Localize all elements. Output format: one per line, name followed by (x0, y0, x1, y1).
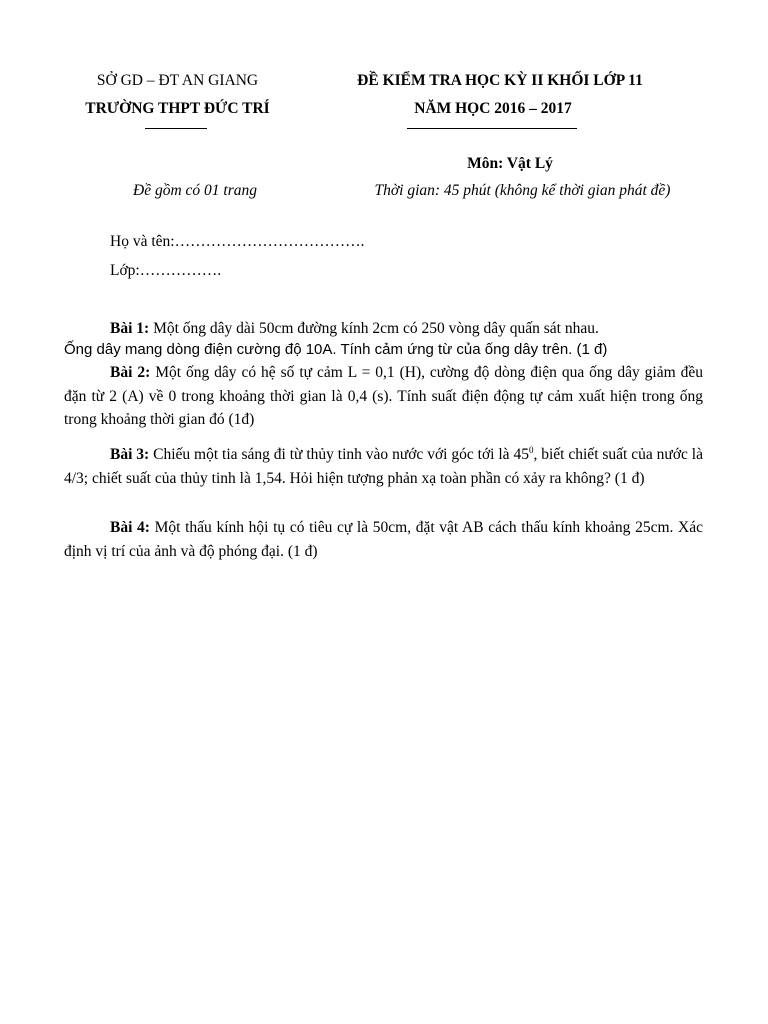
student-class-line: Lớp:……………. (110, 262, 222, 279)
question-1 (64, 318, 703, 360)
time-note: Thời gian: 45 phút (không kể thời gian phát đề) (374, 182, 671, 199)
question-4 (64, 516, 703, 563)
question-3-text-a: Chiếu một tia sáng đi từ thủy tinh vào nước với góc tới là 45 (149, 446, 529, 464)
question-1-text-a: Một ống dây dài 50cm đường kính 2cm có 250 vòng dây quấn sát nhau. (149, 320, 599, 337)
school-underline (145, 128, 207, 129)
question-4-label: Bài 4: (110, 519, 150, 536)
question-2-label: Bài 2: (110, 364, 151, 381)
question-1-label: Bài 1: (110, 320, 150, 337)
year-underline (407, 128, 577, 129)
degree-superscript: 0 (528, 445, 534, 455)
question-2-text: Một ống dây có hệ số tự cảm L = 0,1 (H), cường độ dòng điện qua ống dây giảm đều đặn từ 2 (A) về 0 trong khoảng thời gian là 0,4 (s). Tính suất điện động tự cảm xuất hiện trong ống trong khoảng thời gian đó (1đ) (64, 364, 703, 428)
question-1-text-b: Ống dây mang dòng điện cường độ 10A. Tính cảm ứng từ của ống dây trên. (1 đ) (64, 341, 608, 358)
student-name-line: Họ và tên:………………………………. (110, 233, 365, 250)
exam-title: ĐỀ KIỂM TRA HỌC KỲ II KHỐI LỚP 11 (357, 72, 643, 89)
subject: Môn: Vật Lý (467, 155, 553, 172)
question-4-text: Một thấu kính hội tụ có tiêu cự là 50cm, đặt vật AB cách thấu kính khoảng 25cm. Xác định vị trí của ảnh và độ phóng đại. (1 đ) (64, 519, 704, 560)
question-2 (64, 361, 703, 432)
question-3-text-b: , biết chiết suất của nước là 4/3; chiết suất của thủy tinh là 1,54. Hỏi hiện tượng phản xạ toàn phần có xảy ra không? (1 đ) (64, 446, 703, 487)
department-name: SỞ GD – ĐT AN GIANG (96, 72, 259, 89)
school-year: NĂM HỌC 2016 – 2017 (414, 100, 572, 117)
school-name: TRƯỜNG THPT ĐỨC TRÍ (85, 100, 270, 117)
question-3-label: Bài 3: (110, 446, 150, 464)
question-3 (64, 439, 703, 490)
pages-note: Đề gồm có 01 trang (133, 182, 257, 199)
